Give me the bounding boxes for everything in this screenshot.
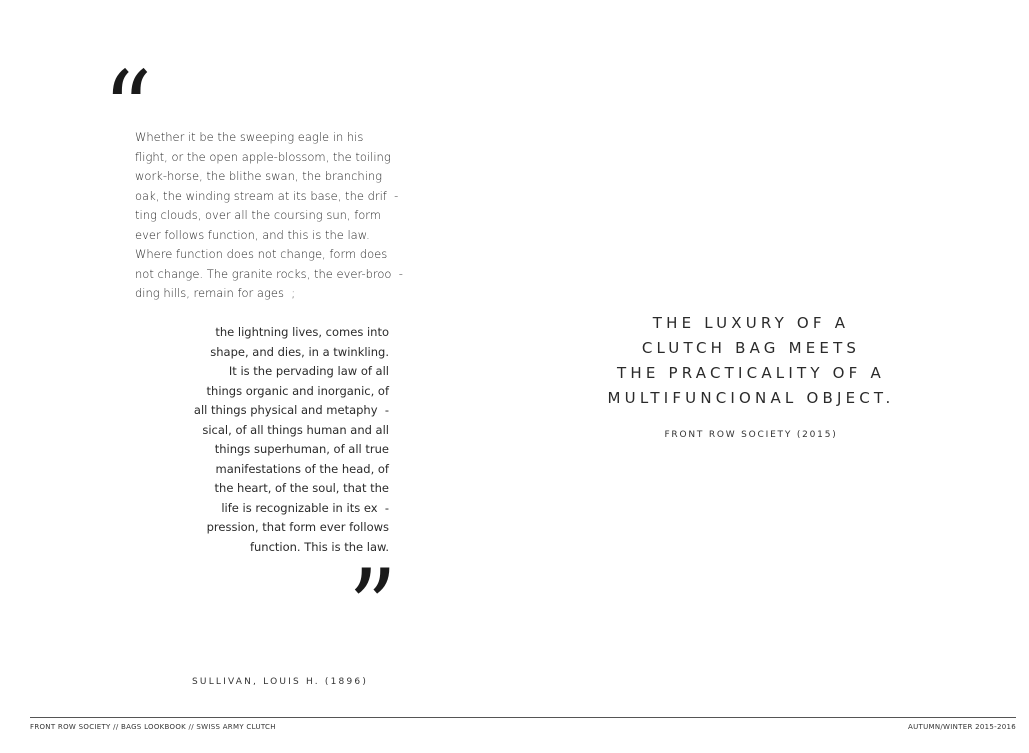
headline-line: THE PRACTICALITY OF A bbox=[617, 364, 885, 382]
quote-line: not change. The granite rocks, the ever-broo - bbox=[135, 266, 403, 281]
quote-citation: SULLIVAN, LOUIS H. (1896) bbox=[192, 677, 369, 687]
quote-line: all things physical and metaphy - bbox=[193, 403, 389, 417]
headline-line: THE LUXURY OF A bbox=[652, 314, 850, 332]
footer-publication: FRONT ROW SOCIETY // BAGS LOOKBOOK // SWISS ARMY CLUTCH bbox=[30, 723, 276, 731]
quote-line: ding hills, remain for ages ; bbox=[135, 286, 296, 300]
footer-season: AUTUMN/WINTER 2015-2016 bbox=[907, 723, 1016, 731]
quote-line: things superhuman, of all true bbox=[214, 442, 389, 456]
quote-line: the heart, of the soul, that the bbox=[214, 481, 389, 495]
quote-line: It is the pervading law of all bbox=[228, 364, 389, 378]
headline-line: CLUTCH BAG MEETS bbox=[641, 339, 861, 357]
quote-line: the lightning lives, comes into bbox=[215, 325, 389, 339]
quote-line: function. This is the law. bbox=[249, 539, 389, 554]
closing-quote-mark: ” bbox=[348, 546, 390, 670]
quote-paragraph-1 bbox=[135, 128, 405, 304]
quote-line: oak, the winding stream at its base, the drif - bbox=[135, 188, 399, 203]
quote-line: things organic and inorganic, of bbox=[206, 383, 389, 398]
quote-line: Whether it be the sweeping eagle in his bbox=[135, 130, 364, 144]
quote-line: flight, or the open apple-blossom, the toiling bbox=[135, 149, 391, 164]
footer-divider bbox=[30, 717, 1016, 718]
quote-line: manifestations of the head, of bbox=[215, 461, 389, 476]
quote-line: ever follows function, and this is the law. bbox=[135, 227, 370, 242]
quote-line: pression, that form ever follows bbox=[206, 520, 389, 534]
quote-line: Where function does not change, form does bbox=[135, 247, 388, 261]
quote-line: sical, of all things human and all bbox=[202, 422, 389, 437]
quote-line: ting clouds, over all the coursing sun, form bbox=[135, 208, 382, 222]
quote-line: shape, and dies, in a twinkling. bbox=[210, 344, 389, 359]
quote-paragraph-2 bbox=[175, 323, 389, 557]
headline-credit: FRONT ROW SOCIETY (2015) bbox=[664, 430, 838, 440]
quote-line: life is recognizable in its ex - bbox=[221, 500, 389, 515]
headline bbox=[600, 311, 902, 411]
opening-quote-mark: “ bbox=[103, 48, 145, 172]
headline-line: MULTIFUNCIONAL OBJECT. bbox=[607, 389, 895, 407]
quote-line: work-horse, the blithe swan, the branching bbox=[135, 169, 383, 183]
